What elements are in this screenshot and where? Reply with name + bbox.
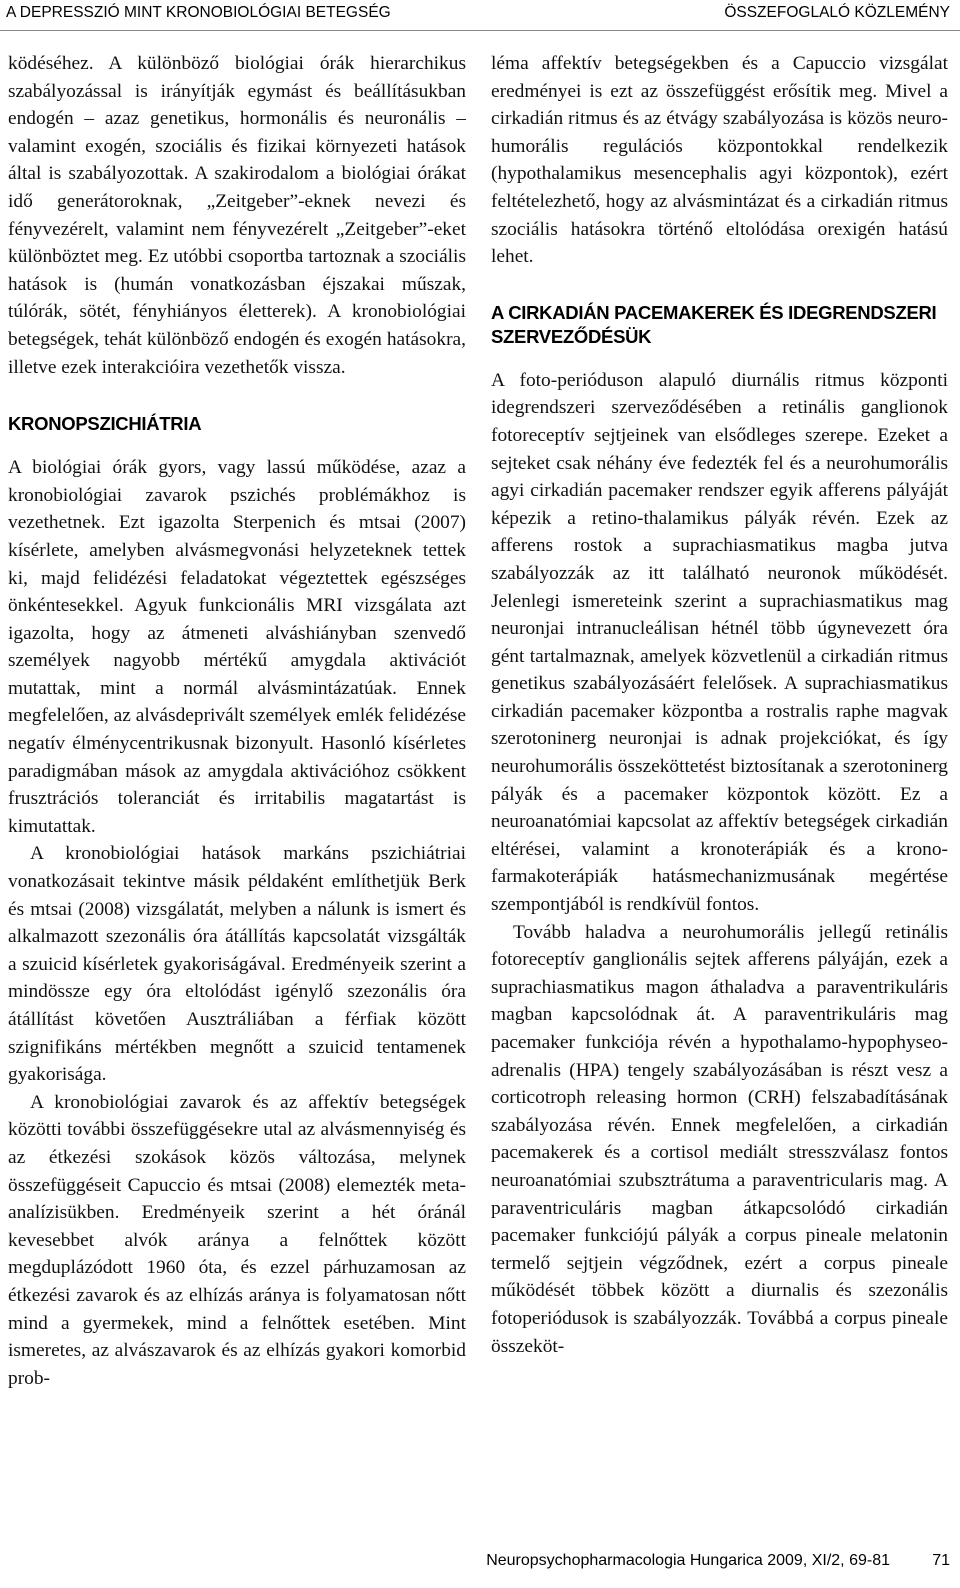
running-head-article-type: ÖSSZEFOGLALÓ KÖZLEMÉNY [724,4,950,21]
left-column [8,50,466,1392]
section-heading-kronopszichiatria: KRONOPSZICHIÁTRIA [8,413,202,435]
right-paragraph-3: Tovább haladva a neurohumorális jellegű retinális fotoreceptív ganglionális sejtek afferens pályáján, ezek a suprachiasmatikus magon áthaladva a paraventrikuláris magban kapcsolódnak át. A paraventrikuláris mag pacemaker funkciója révén a hypothalamo-hypophyseo-adrenalis (HPA) tengely szabályozásában is részt vesz a corticotroph releasing hormon (CRH) felszabadításának szabályozása révén. Ennek megfelelően, a cirkadián pacemakerek és a cortisol mediált stresszválasz fontos neuroanatómiai szubsztrátuma a paraventricularis mag. A paraventriculáris magban átkapcsolódó cirkadián pacemaker funkciójú pályák a corpus pineale melatonin termelő sejtjein végződnek, ezért a corpus pineale működését többek között a diurnalis és szezonális fotoperiódusok is szabályozzák. Továbbá a corpus pineale összeköt- [491,921,948,1357]
running-head-title: A DEPRESSZIÓ MINT KRONOBIOLÓGIAI BETEGSÉG [6,4,391,21]
running-head [0,0,960,30]
journal-citation: Neuropsychopharmacologia Hungarica 2009, XI/2, 69-81 [486,1552,890,1569]
right-paragraph-2: A foto-perióduson alapuló diurnális ritmus központi idegrendszeri szerveződésében a retinális ganglionok fotoreceptív sejtjeinek van elsődleges szerepe. Ezeket a sejteket csak néhány éve fedezték fel és a neurohumorális agyi cirkadián pacemaker rendszer egyik afferens pályáját képezik a retino-thalamikus pályák révén. Ezek az afferens rostok a suprachiasmatikus magba jutva szabályozzák az itt található neuronok működését. Jelenlegi ismereteink szerint a suprachiasmatikus mag neuronjai intranucleálisan hétnél több úgynevezett óra gént tartalmaznak, amelyek közvetlenül a cirkadián ritmus genetikus szabályozásáért felelősek. A suprachiasmatikus cirkadián pacemaker központba a rostralis raphe magvak szerotoninerg neuronjai is adnak projekciókat, és így neurohumorális összeköttetést biztosítanak a szerotoninerg pályák és a pacemaker központok között. Ez a neuroanatómiai kapcsolat az affektív betegségek cirkadián eltérései, valamint a kronoterápiák és a krono-farmakoterápiák hatásmechanizmusának megértése szempontjából is rendkívül fontos. [491,369,948,916]
left-paragraph-2: A biológiai órák gyors, vagy lassú működése, azaz a kronobiológiai zavarok pszichés problémákhoz is vezethetnek. Ezt igazolta Sterpenich és mtsai (2007) kísérlete, amelyben alvásmegvonási helyzeteknek tettek ki, majd felidézési feladatokat végeztettek egészséges önkéntesekkel. Agyuk funkcionális MRI vizsgálata azt igazolta, hogy az átmeneti alváshiányban szenvedő személyek nagyobb mértékű amygdala aktivációt mutattak, mint a normál alvásmintázatúak. Ennek megfelelően, az alvásdeprivált személyek emlék felidézése negatív élménycentrikusnak bizonyult. Hasonló kísérletes paradigmában mások az amygdala aktivációhoz csökkent frusztrációs toleranciát és irritabilis magatartást is kimutattak. [8,457,466,837]
section-heading-pacemakerek: A CIRKADIÁN PACEMAKEREK ÉS IDEGRENDSZERI SZERVEZŐDÉSÜK [491,301,937,347]
header-rule [0,30,960,31]
right-paragraph-1: léma affektív betegségekben és a Capuccio vizsgálat eredményei is ezt az összefüggést erősítik meg. Mivel a cirkadián ritmus és az étvágy szabályozása is közös neuro-humorális regulációs központokkal rendelkezik (hypothalamikus mesencephalis agyi központok), ezért feltételezhető, hogy az alvásmintázat és a cirkadián ritmus szociális hatásokra történő eltolódása orexigén hatású lehet. [491,53,948,268]
left-paragraph-1: ködéséhez. A különböző biológiai órák hierarchikus szabályozással is irányítják egymást és beállításukban endogén – azaz genetikus, hormonális és neuronális – valamint exogén, szociális és fizikai környezeti hatások által is szabályozottak. A szakirodalom a biológiai órákat idő generátoroknak, „Zeitgeber”-eknek nevezi és fényvezérelt, valamint nem fényvezérelt „Zeitgeber”-eket különböztet meg. Ez utóbbi csoportba tartoznak a szociális hatások is (humán vonatkozásban éjszakai műszak, túlórák, sötét, fényhiányos életterek). A kronobiológiai betegségek, tehát különböző endogén és exogén hatásokra, illetve ezek interakcióira vezethetők vissza. [8,53,466,378]
right-column [491,50,948,1360]
left-paragraph-3: A kronobiológiai hatások markáns pszichiátriai vonatkozásait tekintve másik példaként említhetjük Berk és mtsai (2008) vizsgálatát, melyben a nálunk is ismert és alkalmazott szezonális óra átállítás kapcsolatát vizsgálták a szuicid kísérletek gyakoriságával. Eredményeik szerint a mindössze egy óra eltolódást igénylő szezonális óra átállítást követően Ausztráliában a férfiak között szignifikáns mértékben megnőtt a szuicid tentamenek gyakorisága. [8,843,466,1086]
page-number: 71 [932,1552,950,1569]
left-paragraph-4: A kronobiológiai zavarok és az affektív betegségek közötti további összefüggésekre utal az alvásmennyiség és az étkezési szokások közös változása, melynek összefüggéseit Capuccio és mtsai (2008) elemezték meta-analízisükben. Eredményeik szerint a hét óránál kevesebbet alvók aránya a felnőttek között megduplázódott 1960 óta, és ezzel párhuzamosan az étkezési zavarok és az elhízás aránya is folyamatosan nőtt mind a gyermekek, mind a felnőttek esetében. Mint ismeretes, az alvászavarok és az elhízás gyakori komorbid prob- [8,1091,466,1389]
